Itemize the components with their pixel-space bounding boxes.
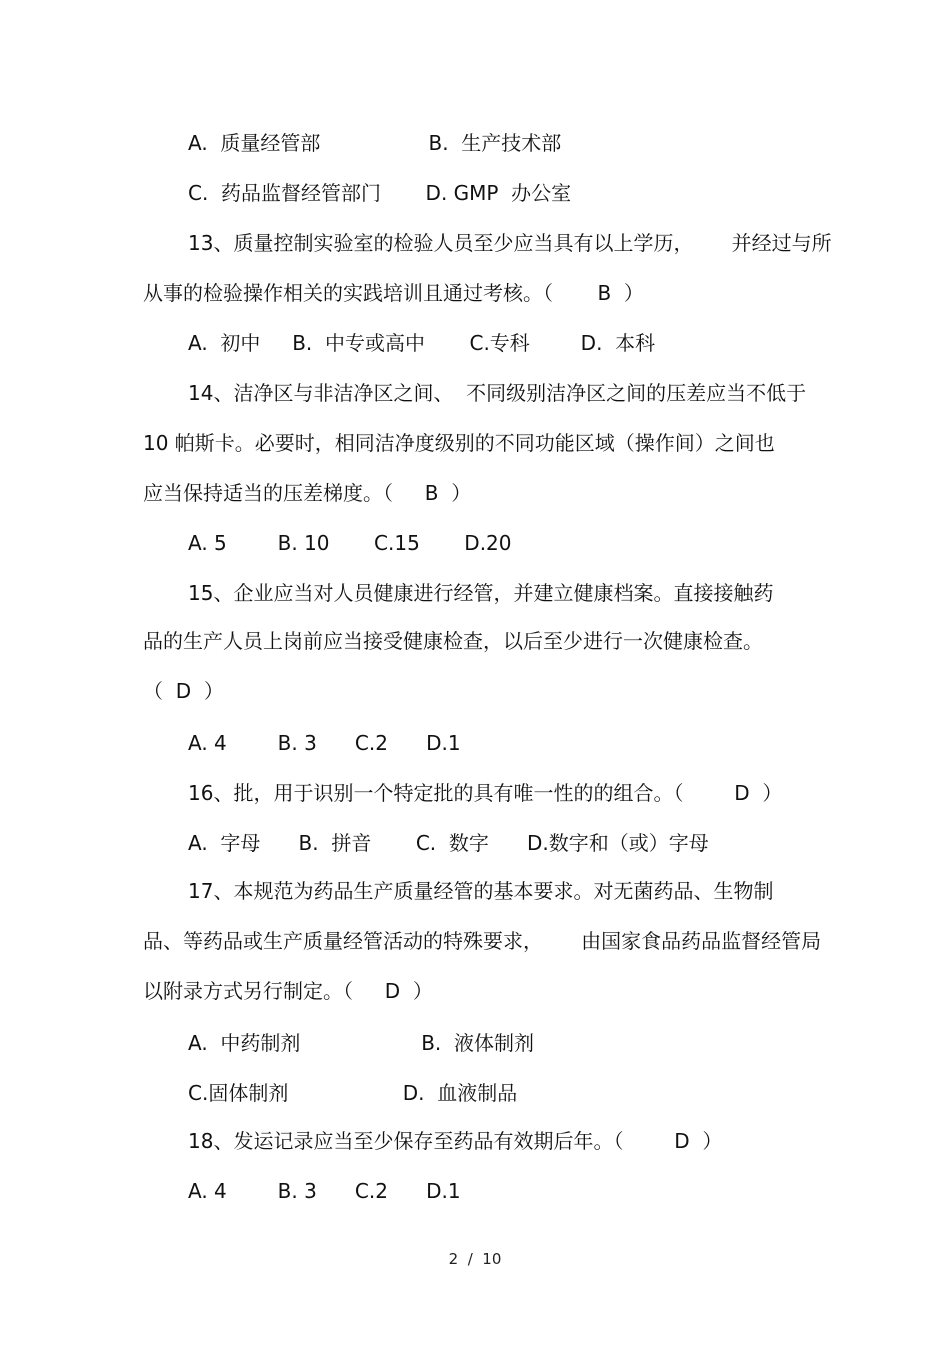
options-line: A. 中药制剂 B. 液体制剂 (188, 1031, 534, 1055)
question-15-line: 15、企业应当对人员健康进行经管，并建立健康档案。直接接触药 (188, 581, 774, 605)
question-16-line: 16、批，用于识别一个特定批的具有唯一性的的组合。（ D ） (188, 781, 783, 805)
options-line: A. 初中 B. 中专或高中 C.专科 D. 本科 (188, 331, 656, 355)
text-line: 品、等药品或生产质量经管活动的特殊要求， 由国家食品药品监督经管局 (143, 929, 822, 953)
options-line: A. 4 B. 3 C.2 D.1 (188, 1179, 461, 1203)
text-line: C. 药品监督经管部门 D. GMP 办公室 (188, 181, 572, 205)
question-17-line: 17、本规范为药品生产质量经管的基本要求。对无菌药品、生物制 (188, 879, 774, 903)
options-line: A. 4 B. 3 C.2 D.1 (188, 731, 461, 755)
question-14-line: 14、洁净区与非洁净区之间、 不同级别洁净区之间的压差应当不低于 (188, 381, 807, 405)
question-13-line: 13、质量控制实验室的检验人员至少应当具有以上学历， 并经过与所 (188, 231, 832, 255)
text-line: 应当保持适当的压差梯度。（ B ） (143, 481, 472, 505)
options-line: A. 5 B. 10 C.15 D.20 (188, 531, 512, 555)
text-line: 品的生产人员上岗前应当接受健康检查，以后至少进行一次健康检查。 (143, 629, 763, 653)
text-line: （ D ） (143, 679, 224, 703)
text-line: 从事的检验操作相关的实践培训且通过考核。（ B ） (143, 281, 644, 305)
text-line: A. 质量经管部 B. 生产技术部 (188, 131, 562, 155)
options-line: C.固体制剂 D. 血液制品 (188, 1081, 518, 1105)
text-line: 10 帕斯卡。必要时，相同洁净度级别的不同功能区域（操作间）之间也 (143, 431, 775, 455)
options-line: A. 字母 B. 拼音 C. 数字 D.数字和（或）字母 (188, 831, 709, 855)
text-line: 以附录方式另行制定。（ D ） (143, 979, 433, 1003)
question-18-line: 18、发运记录应当至少保存至药品有效期后年。（ D ） (188, 1129, 723, 1153)
page-number: 2 / 10 (448, 1250, 502, 1268)
